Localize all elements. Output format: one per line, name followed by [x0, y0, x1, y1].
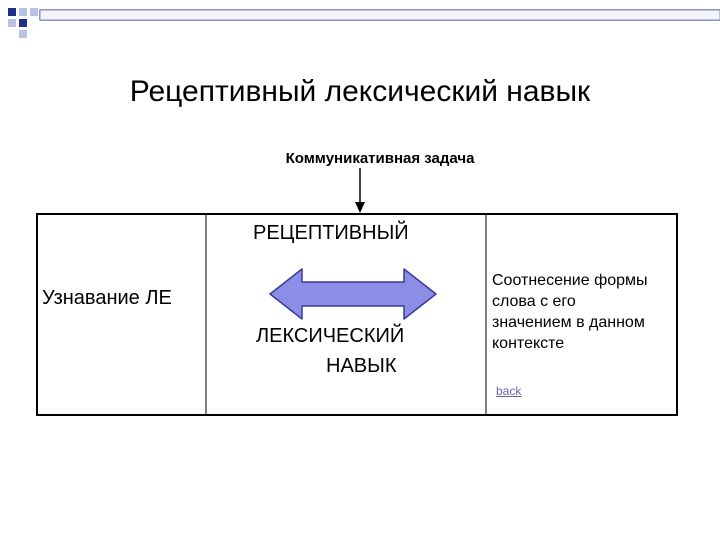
down-arrow-icon: [353, 168, 367, 214]
description-line: контексте: [492, 335, 565, 352]
corner-decoration: [0, 0, 720, 40]
receptive-label: РЕЦЕПТИВНЫЙ: [253, 222, 409, 244]
communicative-task-label: Коммуникативная задача: [285, 150, 475, 167]
recognition-label: Узнавание ЛЕ: [42, 287, 172, 309]
description-line: слова с его: [492, 293, 576, 310]
description-line: Соотнесение формы: [492, 272, 648, 289]
back-link[interactable]: back: [496, 384, 522, 398]
correlation-description: [492, 270, 678, 354]
lexical-skill-label: [256, 321, 440, 381]
slide-title: Рецептивный лексический навык: [129, 75, 591, 108]
skill-line-1: ЛЕКСИЧЕСКИЙ: [256, 325, 405, 347]
double-arrow-icon: [268, 266, 438, 322]
description-line: значением в данном: [492, 314, 645, 331]
skill-line-2: НАВЫК: [326, 355, 397, 377]
